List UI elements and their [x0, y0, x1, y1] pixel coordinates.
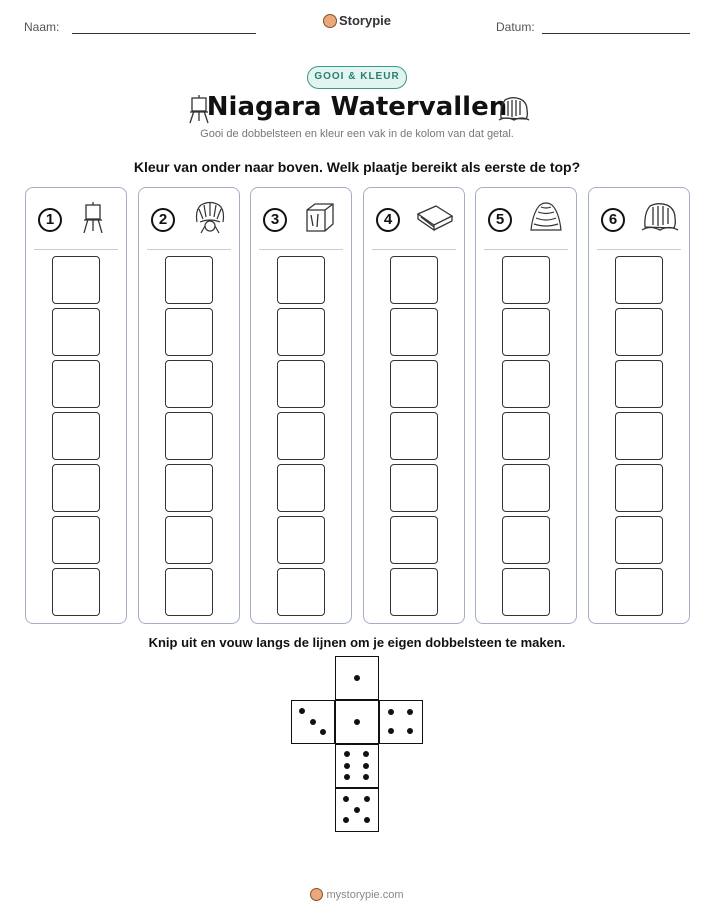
- dice-pip: [364, 817, 370, 823]
- column-4: [363, 187, 465, 624]
- color-box[interactable]: [502, 360, 550, 408]
- bear-logo-icon: [310, 888, 323, 901]
- color-box[interactable]: [502, 412, 550, 460]
- color-box[interactable]: [390, 568, 438, 616]
- color-box[interactable]: [52, 308, 100, 356]
- dice-pip: [388, 709, 394, 715]
- color-box[interactable]: [390, 464, 438, 512]
- stone-block-icon: [303, 200, 337, 234]
- date-line: [542, 33, 690, 34]
- cut-instruction: Knip uit en vouw langs de lijnen om je eigen dobbelsteen te maken.: [148, 635, 566, 650]
- color-box[interactable]: [390, 308, 438, 356]
- column-divider: [372, 249, 456, 250]
- color-box[interactable]: [502, 256, 550, 304]
- color-box[interactable]: [277, 464, 325, 512]
- color-box[interactable]: [165, 256, 213, 304]
- subtitle: Gooi de dobbelsteen en kleur een vak in de kolom van dat getal.: [200, 128, 514, 140]
- dice-face-center: [335, 700, 379, 744]
- color-box[interactable]: [502, 516, 550, 564]
- dice-pip: [343, 796, 349, 802]
- dice-pip: [388, 728, 394, 734]
- column-divider: [484, 249, 568, 250]
- activity-tag: GOOI & KLEUR: [307, 66, 407, 89]
- column-number: 3: [263, 208, 287, 232]
- dice-pip: [364, 796, 370, 802]
- column-divider: [597, 249, 681, 250]
- color-box[interactable]: [277, 360, 325, 408]
- dice-pip: [354, 807, 360, 813]
- dice-pip: [407, 709, 413, 715]
- color-box[interactable]: [165, 464, 213, 512]
- date-label: Datum:: [496, 20, 535, 34]
- column-divider: [259, 249, 343, 250]
- rock-mound-icon: [528, 200, 564, 234]
- color-box[interactable]: [277, 412, 325, 460]
- color-box[interactable]: [52, 516, 100, 564]
- column-2: [138, 187, 240, 624]
- column-number: 6: [601, 208, 625, 232]
- name-line: [72, 33, 256, 34]
- color-box[interactable]: [615, 360, 663, 408]
- column-divider: [34, 249, 118, 250]
- color-box[interactable]: [277, 256, 325, 304]
- brand-logo: [0, 13, 714, 28]
- column-5: [475, 187, 577, 624]
- waterfall-icon: [641, 200, 679, 234]
- color-box[interactable]: [615, 516, 663, 564]
- easel-icon: [78, 200, 108, 234]
- color-box[interactable]: [52, 360, 100, 408]
- color-box[interactable]: [390, 360, 438, 408]
- column-3: [250, 187, 352, 624]
- dice-face-lower: [335, 744, 379, 788]
- color-box[interactable]: [615, 568, 663, 616]
- dice-pip: [354, 719, 360, 725]
- column-number: 2: [151, 208, 175, 232]
- color-box[interactable]: [52, 464, 100, 512]
- dice-pip: [363, 751, 369, 757]
- column-1: [25, 187, 127, 624]
- page-title: Niagara Watervallen: [206, 92, 508, 122]
- color-box[interactable]: [165, 516, 213, 564]
- column-number: 4: [376, 208, 400, 232]
- headdress-icon: [191, 200, 229, 234]
- dice-pip: [299, 708, 305, 714]
- column-number: 1: [38, 208, 62, 232]
- dice-pip: [363, 774, 369, 780]
- dice-face-left: [291, 700, 335, 744]
- footer: [0, 888, 714, 901]
- column-divider: [147, 249, 231, 250]
- bear-logo-icon: [323, 14, 337, 28]
- color-box[interactable]: [615, 412, 663, 460]
- color-box[interactable]: [52, 256, 100, 304]
- color-box[interactable]: [52, 568, 100, 616]
- color-box[interactable]: [52, 412, 100, 460]
- color-box[interactable]: [502, 464, 550, 512]
- footer-url: mystorypie.com: [326, 889, 404, 901]
- color-box[interactable]: [502, 308, 550, 356]
- color-box[interactable]: [615, 256, 663, 304]
- color-box[interactable]: [277, 568, 325, 616]
- question: Kleur van onder naar boven. Welk plaatje bereikt als eerste de top?: [133, 159, 581, 175]
- waterfall-icon: [498, 94, 530, 122]
- color-box[interactable]: [165, 568, 213, 616]
- color-box[interactable]: [390, 412, 438, 460]
- dice-pip: [344, 774, 350, 780]
- dice-face-right: [379, 700, 423, 744]
- column-6: [588, 187, 690, 624]
- color-box[interactable]: [165, 412, 213, 460]
- dice-face-bottom: [335, 788, 379, 832]
- dice-pip: [407, 728, 413, 734]
- color-box[interactable]: [615, 308, 663, 356]
- color-box[interactable]: [165, 360, 213, 408]
- book-icon: [416, 200, 454, 234]
- brand-name: Storypie: [338, 13, 391, 28]
- dice-face-top: [335, 656, 379, 700]
- dice-pip: [344, 751, 350, 757]
- dice-pip: [343, 817, 349, 823]
- color-box[interactable]: [277, 308, 325, 356]
- name-label: Naam:: [24, 20, 60, 34]
- color-box[interactable]: [277, 516, 325, 564]
- dice-pip: [310, 719, 316, 725]
- color-box[interactable]: [165, 308, 213, 356]
- dice-pip: [344, 763, 350, 769]
- dice-pip: [363, 763, 369, 769]
- color-box[interactable]: [390, 516, 438, 564]
- dice-pip: [354, 675, 360, 681]
- column-number: 5: [488, 208, 512, 232]
- color-box[interactable]: [502, 568, 550, 616]
- color-box[interactable]: [615, 464, 663, 512]
- dice-pip: [320, 729, 326, 735]
- color-box[interactable]: [390, 256, 438, 304]
